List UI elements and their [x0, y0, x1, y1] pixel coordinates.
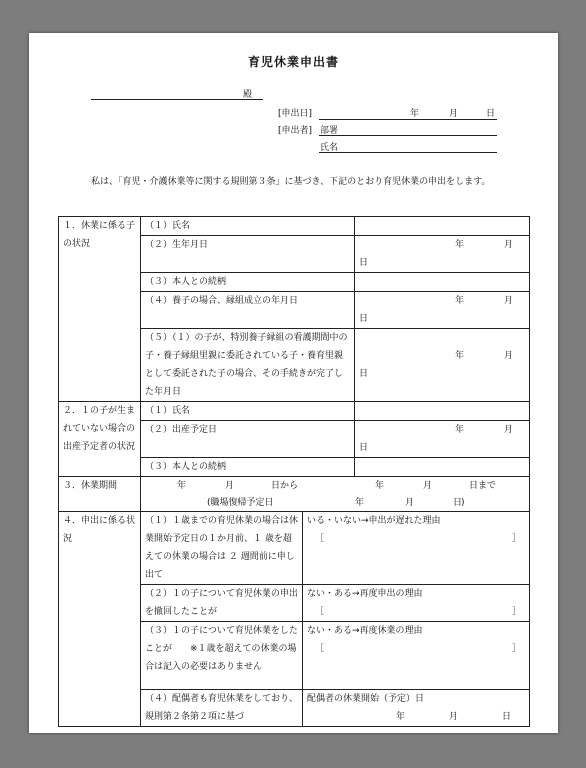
- department-label: 部署: [320, 126, 339, 136]
- name-line: [319, 152, 497, 153]
- date-line: [319, 119, 497, 120]
- section4-label: ４．申出に係る状況: [59, 512, 141, 727]
- s1-birthdate-value[interactable]: 年 月 日: [355, 236, 530, 273]
- page-title: 育児休業申出書: [247, 55, 339, 69]
- s4-a2[interactable]: ない・ある→再度申出の理由 ［ ］: [303, 585, 530, 622]
- department-line: [319, 135, 497, 136]
- leave-form-table: [58, 216, 530, 727]
- s4-q1: （１）１歳までの育児休業の場合は休業開始予定日の１か月前、１ 歳を超えての休業の場合は ２ 週間前に申し出て: [141, 512, 303, 585]
- section3-label: ３．休業期間: [59, 477, 141, 512]
- s1-item-adoption-date: （４）養子の場合、縁組成立の年月日: [141, 292, 355, 329]
- section2-label: ２．１の子が生まれていない場合の出産予定者の状況: [59, 402, 141, 477]
- s1-adoption-date-value[interactable]: 年 月 日: [355, 292, 530, 329]
- intro-paragraph: 私は、「育児・介護休業等に関する規則第３条」に基づき、下記のとおり育児休業の申出をします。: [91, 177, 491, 187]
- s1-item-special-adoption: （５）（１）の子が、特別養子縁組の看護期間中の子・養子縁組里親に委託されている子・養育里親として委託された子の場合、その手続きが完了した年月日: [141, 329, 355, 402]
- date-day-unit: 日: [486, 109, 496, 119]
- s2-item-relation: （３）本人との続柄: [141, 458, 355, 477]
- s1-item-name: （１）氏名: [141, 217, 355, 236]
- s2-item-due-date: （２）出産予定日: [141, 421, 355, 458]
- addressee-suffix: 殿: [243, 90, 253, 100]
- s1-relation-value[interactable]: [355, 273, 530, 292]
- s4-q2: （２）１の子について育児休業の申出を撤回したことが: [141, 585, 303, 622]
- s3-period-value[interactable]: 年 月 日から 年 月 日まで (職場復帰予定日 年 月 日 ): [141, 477, 530, 512]
- s2-relation-value[interactable]: [355, 458, 530, 477]
- s1-name-value[interactable]: [355, 217, 530, 236]
- date-label: [申出日]: [278, 109, 313, 119]
- date-month-unit: 月: [449, 109, 459, 119]
- return-date-label: (職場復帰予定日: [207, 498, 274, 508]
- s4-a4[interactable]: 配偶者の休業開始（予定）日 年 月 日: [303, 690, 530, 727]
- s2-item-name: （１）氏名: [141, 402, 355, 421]
- date-year-unit: 年: [410, 109, 420, 119]
- s4-q3: （３）１の子について育児休業をしたことが ※１歳を超えての休業の場合は記入の必要はありません: [141, 622, 303, 690]
- applicant-label: [申出者]: [278, 126, 313, 136]
- s2-name-value[interactable]: [355, 402, 530, 421]
- s4-q4: （４）配偶者も育児休業をしており、規則第２条第２項に基づ: [141, 690, 303, 727]
- s1-item-relation: （３）本人との続柄: [141, 273, 355, 292]
- addressee-line: [91, 99, 263, 100]
- s1-special-adoption-value[interactable]: 年 月 日: [355, 329, 530, 402]
- name-label: 氏名: [320, 143, 339, 153]
- section1-label: １．休業に係る子の状況: [59, 217, 141, 402]
- s1-item-birthdate: （２）生年月日: [141, 236, 355, 273]
- document-page: [29, 33, 558, 733]
- s4-a1[interactable]: いる・いない→申出が遅れた理由 ［ ］: [303, 512, 530, 585]
- s4-a3[interactable]: ない・ある→再度休業の理由 ［ ］: [303, 622, 530, 690]
- s2-due-date-value[interactable]: 年 月 日: [355, 421, 530, 458]
